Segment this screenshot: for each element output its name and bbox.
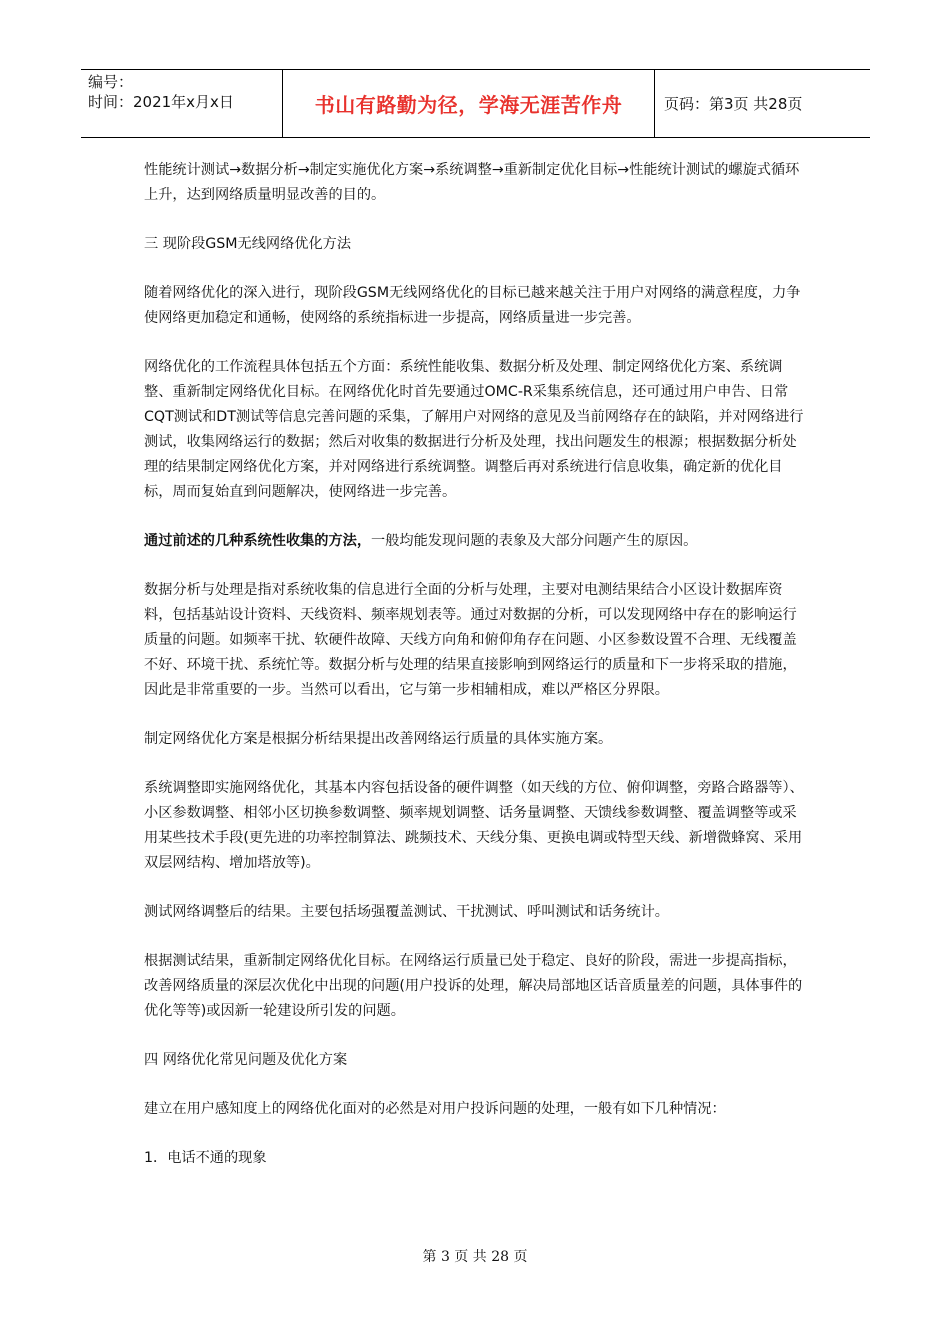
header-page-info-cell xyxy=(655,70,870,137)
paragraph: 制定网络优化方案是根据分析结果提出改善网络运行质量的具体实施方案。 xyxy=(144,731,613,747)
paragraph xyxy=(144,529,809,554)
section-heading: 三 现阶段GSM无线网络优化方法 xyxy=(144,236,352,252)
bold-phrase: 通过前述的几种系统性收集的方法， xyxy=(144,533,372,549)
paragraph: 建立在用户感知度上的网络优化面对的必然是对用户投诉问题的处理，一般有如下几种情况： xyxy=(144,1101,726,1117)
paragraph: 性能统计测试→数据分析→制定实施优化方案→系统调整→重新制定优化目标→性能统计测试的螺旋式循环上升，达到网络质量明显改善的目的。 xyxy=(144,162,800,203)
paragraph: 数据分析与处理是指对系统收集的信息进行全面的分析与处理，主要对电测结果结合小区设计数据库资料，包括基站设计资料、天线资料、频率规划表等。通过对数据的分析，可以发现网络中存在的影响运行质量的问题。如频率干扰、软硬件故障、天线方向角和俯仰角存在问题、小区参数设置不合理、无线覆盖不好、环境干扰、系统忙等。数据分析与处理的结果直接影响到网络运行的质量和下一步将采取的措施，因此是非常重要的一步。当然可以看出，它与第一步相辅相成，难以严格区分界限。 xyxy=(144,582,797,698)
section-heading: 四 网络优化常见问题及优化方案 xyxy=(144,1052,348,1068)
paragraph: 测试网络调整后的结果。主要包括场强覆盖测试、干扰测试、呼叫测试和话务统计。 xyxy=(144,904,669,920)
paragraph-text: 一般均能发现问题的表象及大部分问题产生的原因。 xyxy=(371,533,698,549)
paragraph: 网络优化的工作流程具体包括五个方面：系统性能收集、数据分析及处理、制定网络优化方案、系统调整、重新制定网络优化目标。在网络优化时首先要通过OMC-R采集系统信息，还可通过用户申告、日常CQT测试和DT测试等信息完善问题的采集，了解用户对网络的意见及当前网络存在的缺陷，并对网络进行测试，收集网络运行的数据；然后对收集的数据进行分析及处理，找出问题发生的根源；根据数据分析处理的结果制定网络优化方案，并对网络进行系统调整。调整后再对系统进行信息收集，确定新的优化目标，周而复始直到问题解决，使网络进一步完善。 xyxy=(144,359,804,500)
header-motto: 书山有路勤为径，学海无涯苦作舟 xyxy=(314,93,623,117)
paragraph: 根据测试结果，重新制定网络优化目标。在网络运行质量已处于稳定、良好的阶段，需进一步提高指标，改善网络质量的深层次优化中出现的问题(用户投诉的处理，解决局部地区话音质量差的问题，具体事件的优化等等)或因新一轮建设所引发的问题。 xyxy=(144,953,803,1019)
paragraph: 随着网络优化的深入进行，现阶段GSM无线网络优化的目标已越来越关注于用户对网络的满意程度，力争使网络更加稳定和通畅，使网络的系统指标进一步提高，网络质量进一步完善。 xyxy=(144,285,801,326)
header-motto-cell xyxy=(282,70,655,137)
page-footer: 第 3 页 共 28 页 xyxy=(422,1249,528,1265)
list-item-heading: 1．电话不通的现象 xyxy=(144,1150,267,1166)
header-page-info: 页码：第3页 共28页 xyxy=(664,95,803,113)
header-meta xyxy=(81,70,282,137)
paragraph: 系统调整即实施网络优化，其基本内容包括设备的硬件调整（如天线的方位、俯仰调整，旁路合路器等）、小区参数调整、相邻小区切换参数调整、频率规划调整、话务量调整、天馈线参数调整、覆盖调整等或采用某些技术手段(更先进的功率控制算法、跳频技术、天线分集、更换电调或特型天线、新增微蜂窝、采用双层网结构、增加塔放等)。 xyxy=(144,780,804,871)
document-number-label: 编号： xyxy=(88,73,134,91)
document-date: 时间：2021年x月x日 xyxy=(88,93,234,111)
page-header xyxy=(81,69,870,138)
document-body xyxy=(144,158,809,1195)
